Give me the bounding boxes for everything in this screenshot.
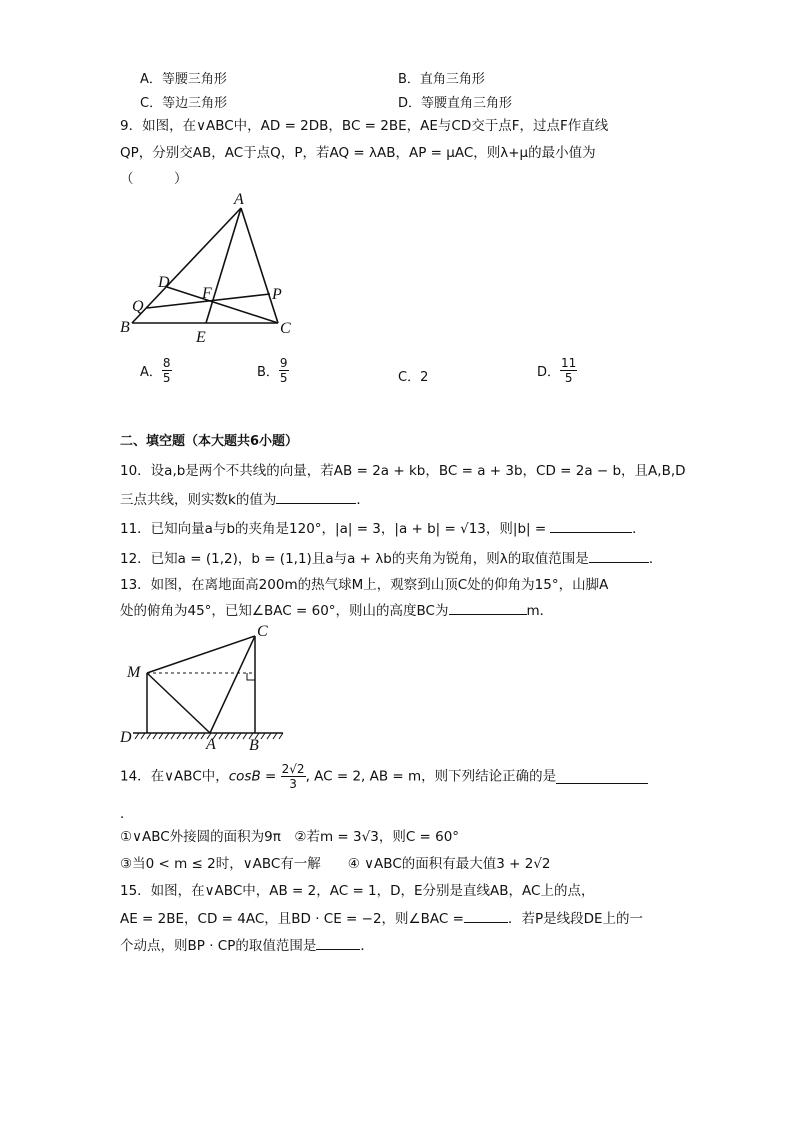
q13-line-2: 处的俯角为45°，已知∠BAC = 60°，则山的高度BC为 m． (120, 603, 554, 619)
q14-answer-blank (556, 770, 648, 784)
q13-label-a: A (206, 736, 216, 753)
q11-line: 11．已知向量a与b的夹角是120°，|a| = 3，|a + b| = √13，则|b| = ． (120, 521, 646, 537)
q13-answer-blank (449, 601, 527, 615)
q9-label-d: D (158, 274, 170, 291)
q15-line-2: AE = 2BE，CD = 4AC，且BD · CE = −2，则∠BAC = ．若P是线段DE上的一 (120, 911, 644, 927)
q10-line-2: 三点共线，则实数k的值为 ． (120, 492, 370, 508)
q13-label-d: D (120, 729, 132, 746)
q15-answer-blank-1 (464, 909, 508, 923)
q9-line-2: QP，分别交AB，AC于点Q，P，若AQ = λAB，AP = μAC，则λ+μ的最小值为 (120, 145, 596, 161)
q8-option-c: C．等边三角形 (140, 96, 228, 111)
q9-label-p: P (272, 286, 282, 303)
q14-statement-3-4: ③当0 < m ≤ 2时，∨ABC有一解 ④ ∨ABC的面积有最大值3 + 2√2 (120, 856, 551, 872)
q14-line-2: ． (120, 806, 134, 822)
q14-line-1: 14．在∨ABC中，cosB = $\frac{2√2}{3}$ , AC = 2, AB = m，则下列结论正确的是 (120, 762, 648, 791)
q9-label-c: C (280, 320, 291, 337)
q13-label-m: M (127, 664, 141, 681)
q9-option-a: A． $\frac{8}{5}$ (140, 356, 171, 385)
q13-balloon-figure (115, 620, 295, 755)
q9-label-q: Q (132, 298, 144, 315)
q15-line-3: 个动点，则BP · CP的取值范围是 ． (120, 938, 374, 954)
q9-option-d: D． $\frac{11}{5}$ (537, 356, 577, 385)
section-2-title: 二、填空题（本大题共6小题） (120, 434, 299, 449)
q8-option-b: B．直角三角形 (398, 72, 485, 87)
q9-label-a: A (234, 191, 244, 208)
q9-label-b: B (120, 319, 130, 336)
q13-label-b: B (249, 737, 259, 754)
q9-triangle-figure (110, 190, 310, 350)
q13-line-1: 13．如图，在离地面高200m的热气球M上，观察到山顶C处的仰角为15°，山脚A (120, 577, 609, 593)
q8-option-d: D．等腰直角三角形 (398, 96, 513, 111)
q9-label-f: F (202, 285, 212, 302)
q12-answer-blank (589, 549, 649, 563)
q13-label-c: C (257, 623, 268, 640)
q10-line-1: 10．设a,b是两个不共线的向量，若AB = 2a + kb，BC = a + 3b，CD = 2a − b，且A,B,D (120, 463, 686, 479)
q10-answer-blank (276, 490, 356, 504)
q15-line-1: 15．如图，在∨ABC中，AB = 2，AC = 1，D，E分别是直线AB，AC上的点， (120, 883, 595, 899)
q9-option-b: B． $\frac{9}{5}$ (257, 356, 288, 385)
q9-line-3: （ ） (120, 171, 188, 187)
q15-answer-blank-2 (316, 936, 360, 950)
q11-answer-blank (550, 519, 632, 533)
q9-line-1: 9．如图，在∨ABC中，AD = 2DB，BC = 2BE，AE与CD交于点F，过点F作直线 (120, 118, 609, 134)
q12-line: 12．已知a = (1,2)，b = (1,1)且a与a + λb的夹角为锐角，则λ的取值范围是 ． (120, 551, 663, 567)
q8-option-a: A．等腰三角形 (140, 72, 227, 87)
q14-statement-1-2: ①∨ABC外接圆的面积为9π ②若m = 3√3，则C = 60° (120, 829, 460, 845)
q9-option-c: C．2 (398, 370, 429, 385)
q9-label-e: E (196, 329, 206, 346)
